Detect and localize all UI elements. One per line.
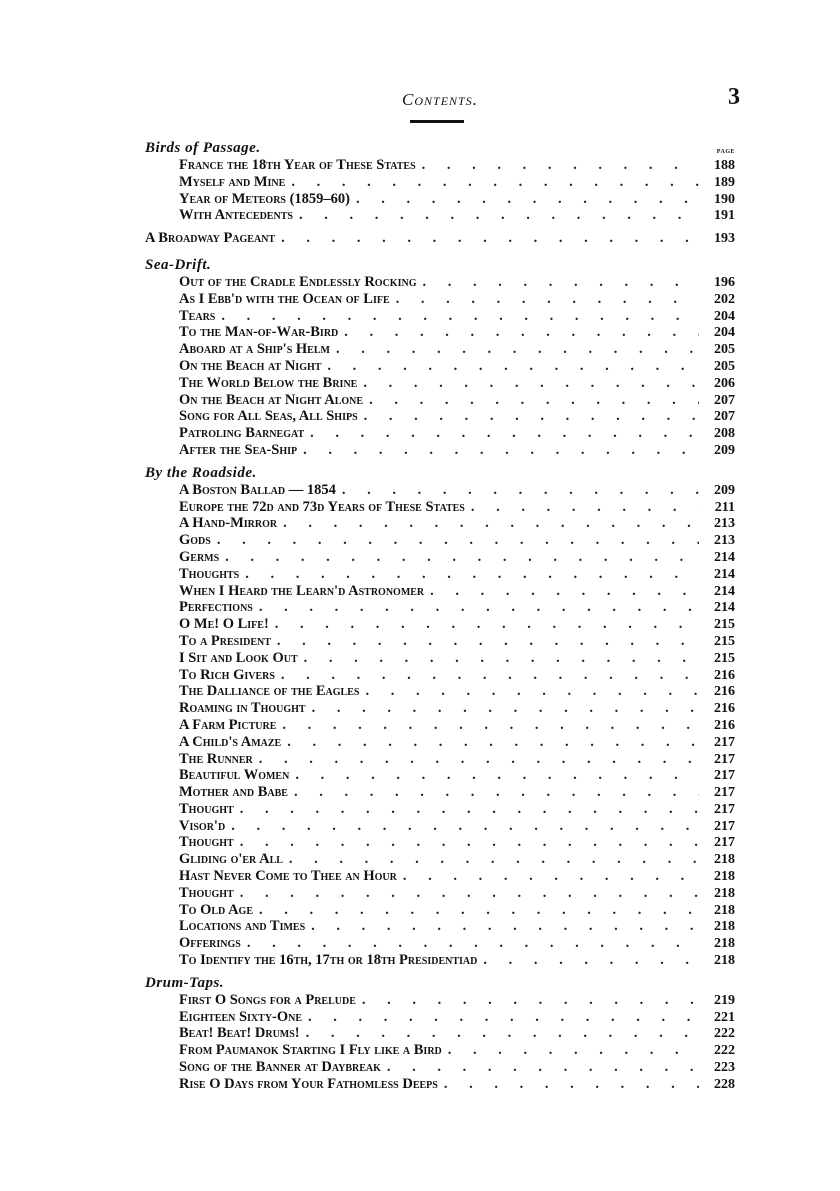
entry-title: Germs [179,548,220,565]
section-title: Drum-Taps. [145,974,225,991]
entry-page-number: 217 [714,734,735,750]
dot-leader [304,650,699,667]
entry-page-number: 218 [714,936,735,952]
entry-page-number: 215 [714,650,735,666]
dot-leader [259,751,699,768]
dot-leader [364,408,699,425]
dot-leader [240,801,699,818]
entry-page-number: 217 [714,768,735,784]
toc-entry [145,549,735,566]
entry-title: A Child's Amaze [179,733,282,750]
toc-entry [145,230,735,247]
toc-entry [145,191,735,208]
dot-leader [282,717,699,734]
toc-entry [145,308,735,325]
dot-leader [422,157,699,174]
dot-leader [448,1042,699,1059]
entry-page-number: 209 [714,482,735,498]
dot-leader [387,1059,699,1076]
toc-section [145,975,735,1093]
dot-leader [225,549,699,566]
toc-entry [145,834,735,851]
toc-section [145,465,735,969]
section-title: Sea-Drift. [145,256,212,273]
entry-title: Thought [179,834,234,851]
entry-title: To Old Age [179,901,253,918]
dot-leader [295,767,699,784]
dot-leader [344,324,699,341]
toc-entry [145,767,735,784]
entry-page-number: 218 [714,902,735,918]
toc-section [145,257,735,459]
entry-page-number: 216 [714,667,735,683]
toc-entry [145,952,735,969]
entry-page-number: 207 [714,392,735,408]
entry-title: Aboard at a Ship's Helm [179,341,330,358]
entry-title: A Boston Ballad — 1854 [179,481,336,498]
entry-page-number: 228 [714,1076,735,1092]
entry-page-number: 190 [714,191,735,207]
entry-title: Gods [179,532,211,549]
section-title: By the Roadside. [145,464,257,481]
table-of-contents [145,140,735,1099]
toc-section [145,140,735,224]
dot-leader [311,918,699,935]
page-column-label: page [716,146,735,155]
dot-leader [275,616,699,633]
dot-leader [240,885,699,902]
entry-page-number: 193 [714,231,735,247]
entry-page-number: 211 [714,499,735,515]
dot-leader [306,1025,699,1042]
toc-entry [145,157,735,174]
dot-leader [365,683,699,700]
dot-leader [336,341,699,358]
toc-entry [145,851,735,868]
dot-leader [217,532,699,549]
toc-entry [145,734,735,751]
toc-entry [145,1025,735,1042]
entry-title: Thought [179,884,234,901]
dot-leader [247,935,699,952]
dot-leader [281,667,699,684]
dot-leader [342,482,699,499]
entry-title: Thought [179,800,234,817]
toc-entry [145,408,735,425]
entry-title: Mother and Babe [179,784,288,801]
entry-page-number: 216 [714,684,735,700]
dot-leader [430,583,699,600]
toc-entry [145,885,735,902]
toc-entry [145,499,735,516]
dot-leader [308,1009,699,1026]
entry-page-number: 205 [714,358,735,374]
dot-leader [287,734,699,751]
toc-entry [145,341,735,358]
entry-page-number: 207 [714,409,735,425]
entry-page-number: 221 [714,1009,735,1025]
entry-title: Europe the 72d and 73d Years of These States [179,498,465,515]
toc-entry [145,532,735,549]
entry-title: From Paumanok Starting I Fly like a Bird [179,1042,442,1059]
entry-page-number: 191 [714,208,735,224]
entry-page-number: 218 [714,869,735,885]
entry-page-number: 206 [714,375,735,391]
toc-entry [145,868,735,885]
entry-page-number: 218 [714,919,735,935]
dot-leader [294,784,699,801]
entry-title: To Rich Givers [179,666,275,683]
entry-title: Eighteen Sixty-One [179,1008,303,1025]
entry-title: France the 18th Year of These States [179,157,416,173]
entry-title: O Me! O Life! [179,616,269,633]
entry-page-number: 204 [714,325,735,341]
toc-entry [145,818,735,835]
dot-leader [240,834,699,851]
entry-page-number: 202 [714,291,735,307]
entry-page-number: 218 [714,852,735,868]
toc-entry [145,902,735,919]
entry-title: Offerings [179,935,241,952]
entry-page-number: 217 [714,785,735,801]
entry-title: Visor'd [179,817,226,834]
entry-title: To a President [179,632,271,649]
entry-page-number: 196 [714,274,735,290]
toc-entry [145,442,735,459]
entry-page-number: 216 [714,701,735,717]
toc-entry [145,324,735,341]
dot-leader [303,442,699,459]
entry-title: The Runner [179,750,253,767]
entry-page-number: 188 [714,158,735,173]
entry-title: Song of the Banner at Daybreak [179,1059,381,1076]
dot-leader [422,274,699,291]
toc-entry [145,1059,735,1076]
toc-section [145,230,735,247]
dot-leader [259,599,699,616]
dot-leader [356,191,699,208]
dot-leader [483,952,699,969]
entry-title: When I Heard the Learn'd Astronomer [179,582,425,599]
section-title: Birds of Passage. [145,140,261,156]
toc-entry [145,700,735,717]
toc-entry [145,992,735,1009]
toc-entry [145,935,735,952]
entry-page-number: 204 [714,308,735,324]
entry-page-number: 217 [714,818,735,834]
entry-page-number: 214 [714,583,735,599]
dot-leader [281,230,699,247]
toc-entry [145,291,735,308]
entry-page-number: 213 [714,516,735,532]
entry-page-number: 216 [714,717,735,733]
toc-entry [145,784,735,801]
entry-title: With Antecedents [179,207,293,224]
entry-title: To the Man-of-War-Bird [179,324,339,341]
toc-entry [145,751,735,768]
entry-title: Year of Meteors (1859–60) [179,190,351,207]
entry-title: Rise O Days from Your Fathomless Deeps [179,1075,438,1092]
toc-entry [145,566,735,583]
toc-entry [145,1042,735,1059]
dot-leader [369,392,699,409]
page-number: 3 [728,84,740,110]
toc-entry [145,667,735,684]
entry-title: Patroling Barnegat [179,425,305,442]
entry-page-number: 217 [714,801,735,817]
toc-entry [145,599,735,616]
entry-title: Perfections [179,599,253,616]
entry-page-number: 223 [714,1060,735,1076]
entry-title: Song for All Seas, All Ships [179,408,358,425]
entry-title: First O Songs for a Prelude [179,991,356,1008]
toc-entry [145,425,735,442]
entry-title: Beat! Beat! Drums! [179,1025,300,1042]
entry-page-number: 215 [714,617,735,633]
entry-title: The Dalliance of the Eagles [179,683,360,700]
entry-title: Thoughts [179,565,240,582]
dot-leader [312,700,699,717]
entry-title: Gliding o'er All [179,851,283,868]
entry-title: Roaming in Thought [179,700,306,717]
dot-leader [289,851,699,868]
dot-leader [277,633,699,650]
entry-title: As I Ebb'd with the Ocean of Life [179,290,390,307]
entry-page-number: 222 [714,1043,735,1059]
dot-leader [283,515,699,532]
toc-entry [145,683,735,700]
entry-page-number: 218 [714,885,735,901]
toc-entry [145,515,735,532]
dot-leader [363,375,699,392]
toc-entry [145,482,735,499]
entry-page-number: 217 [714,835,735,851]
toc-entry [145,633,735,650]
entry-title: After the Sea-Ship [179,441,298,458]
toc-entry [145,375,735,392]
toc-entry [145,1076,735,1093]
entry-page-number: 218 [714,953,735,969]
entry-title: Out of the Cradle Endlessly Rocking [179,273,417,290]
entry-page-number: 189 [714,174,735,190]
toc-entry [145,274,735,291]
toc-entry [145,918,735,935]
toc-entry [145,358,735,375]
dot-leader [444,1076,699,1093]
entry-page-number: 222 [714,1026,735,1042]
title-rule [410,120,464,123]
dot-leader [327,358,699,375]
entry-page-number: 208 [714,426,735,442]
entry-page-number: 217 [714,751,735,767]
toc-entry [145,1009,735,1026]
entry-page-number: 215 [714,633,735,649]
dot-leader [231,818,699,835]
entry-title: Locations and Times [179,918,306,935]
dot-leader [396,291,699,308]
entry-page-number: 214 [714,600,735,616]
entry-page-number: 213 [714,533,735,549]
toc-entry [145,174,735,191]
dot-leader [471,499,699,516]
entry-page-number: 219 [714,992,735,1008]
entry-title: Myself and Mine [179,173,286,190]
toc-entry [145,801,735,818]
entry-title: A Hand-Mirror [179,515,278,532]
entry-title: Hast Never Come to Thee an Hour [179,868,397,885]
entry-page-number: 214 [714,566,735,582]
entry-title: To Identify the 16th, 17th or 18th Presidentiad [179,952,478,969]
toc-entry [145,207,735,224]
entry-title: The World Below the Brine [179,374,358,391]
toc-entry [145,616,735,633]
dot-leader [245,566,699,583]
dot-leader [299,207,699,224]
entry-page-number: 205 [714,342,735,358]
running-title: Contents. [402,90,478,109]
entry-title: On the Beach at Night [179,357,322,374]
entry-title: On the Beach at Night Alone [179,391,364,408]
dot-leader [310,425,699,442]
page-header [0,0,840,130]
toc-entry [145,717,735,734]
entry-title: Beautiful Women [179,767,290,784]
entry-title: Tears [179,307,216,324]
dot-leader [221,308,699,325]
toc-entry [145,583,735,600]
dot-leader [403,868,699,885]
dot-leader [362,992,699,1009]
toc-entry [145,392,735,409]
entry-page-number: 209 [714,442,735,458]
entry-title: I Sit and Look Out [179,649,298,666]
dot-leader [291,174,699,191]
entry-page-number: 214 [714,549,735,565]
dot-leader [259,902,699,919]
entry-title: A Broadway Pageant [145,230,276,247]
toc-entry [145,650,735,667]
entry-title: A Farm Picture [179,716,277,733]
